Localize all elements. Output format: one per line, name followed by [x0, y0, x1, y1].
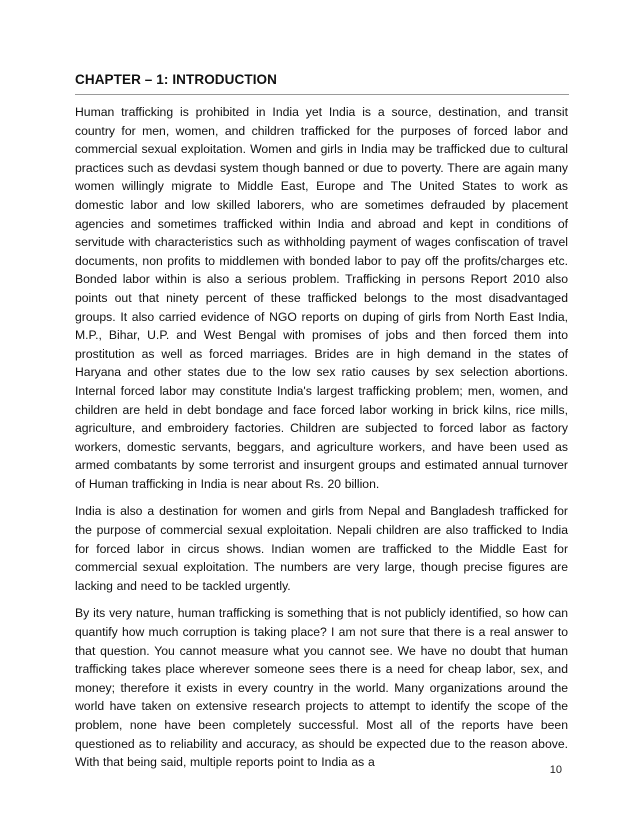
paragraph-trafficking-overview: Human trafficking is prohibited in India yet India is a source, destination, and transit country for men, women, and children trafficked for the purposes of forced labor and commercial sexual exploitation. Women and girls in India may be trafficked due to cultural practices such as devdasi system though banned or due to poverty. There are again many women willingly migrate to Middle East, Europe and The United States to work as domestic labor and low skilled laborers, who are sometimes defrauded by placement agencies and sometimes trafficked within India and abroad and kept in conditions of servitude with characteristics such as withholding payment of wages confiscation of travel documents, non profits to middlemen with bonded labor to pay off the profits/charges etc. Bonded labor within is also a serious problem. Trafficking in persons Report 2010 also points out that ninety percent of these trafficked belongs to the most disadvantaged groups. It also carried evidence of NGO reports on duping of girls from North East India, M.P., Bihar, U.P. and West Bengal with promises of jobs and then forced them into prostitution as well as forced marriages. Brides are in high demand in the states of Haryana and other states due to the low sex ratio causes by sex selection abortions. Internal forced labor may constitute India's largest trafficking problem; men, women, and children are held in debt bondage and face forced labor working in brick kilns, rice mills, agriculture, and embroidery factories. Children are subjected to forced labor as factory workers, domestic servants, beggars, and agriculture workers, and have been used as armed combatants by some terrorist and insurgent groups and estimated annual turnover of Human trafficking in India is near about Rs. 20 billion.: [75, 105, 568, 491]
chapter-heading: CHAPTER – 1: INTRODUCTION: [75, 72, 278, 87]
paragraph-destination: India is also a destination for women and girls from Nepal and Bangladesh trafficked for the purpose of commercial sexual exploitation. Nepali children are also trafficked to India for forced labor in circus shows. Indian women are trafficked to the Middle East for commercial sexual exploitation. The numbers are very large, though precise figures are lacking and need to be tackled urgently.: [75, 504, 568, 593]
page-number: 10: [549, 764, 562, 776]
body-text: [75, 103, 568, 772]
heading-divider: [75, 94, 569, 95]
paragraph-measurement: By its very nature, human trafficking is something that is not publicly identified, so how can quantify how much corruption is taking place? I am not sure that there is a real answer to that question. You cannot measure what you cannot see. We have no doubt that human trafficking takes place wherever someone sees there is a need for cheap labor, sex, and money; therefore it exists in every country in the world. Many organizations around the world have taken on extensive research projects to attempt to identify the scope of the problem, none have been completely successful. Most all of the reports have been questioned as to reliability and accuracy, as should be expected due to the reason above. With that being said, multiple reports point to India as a: [75, 606, 568, 770]
